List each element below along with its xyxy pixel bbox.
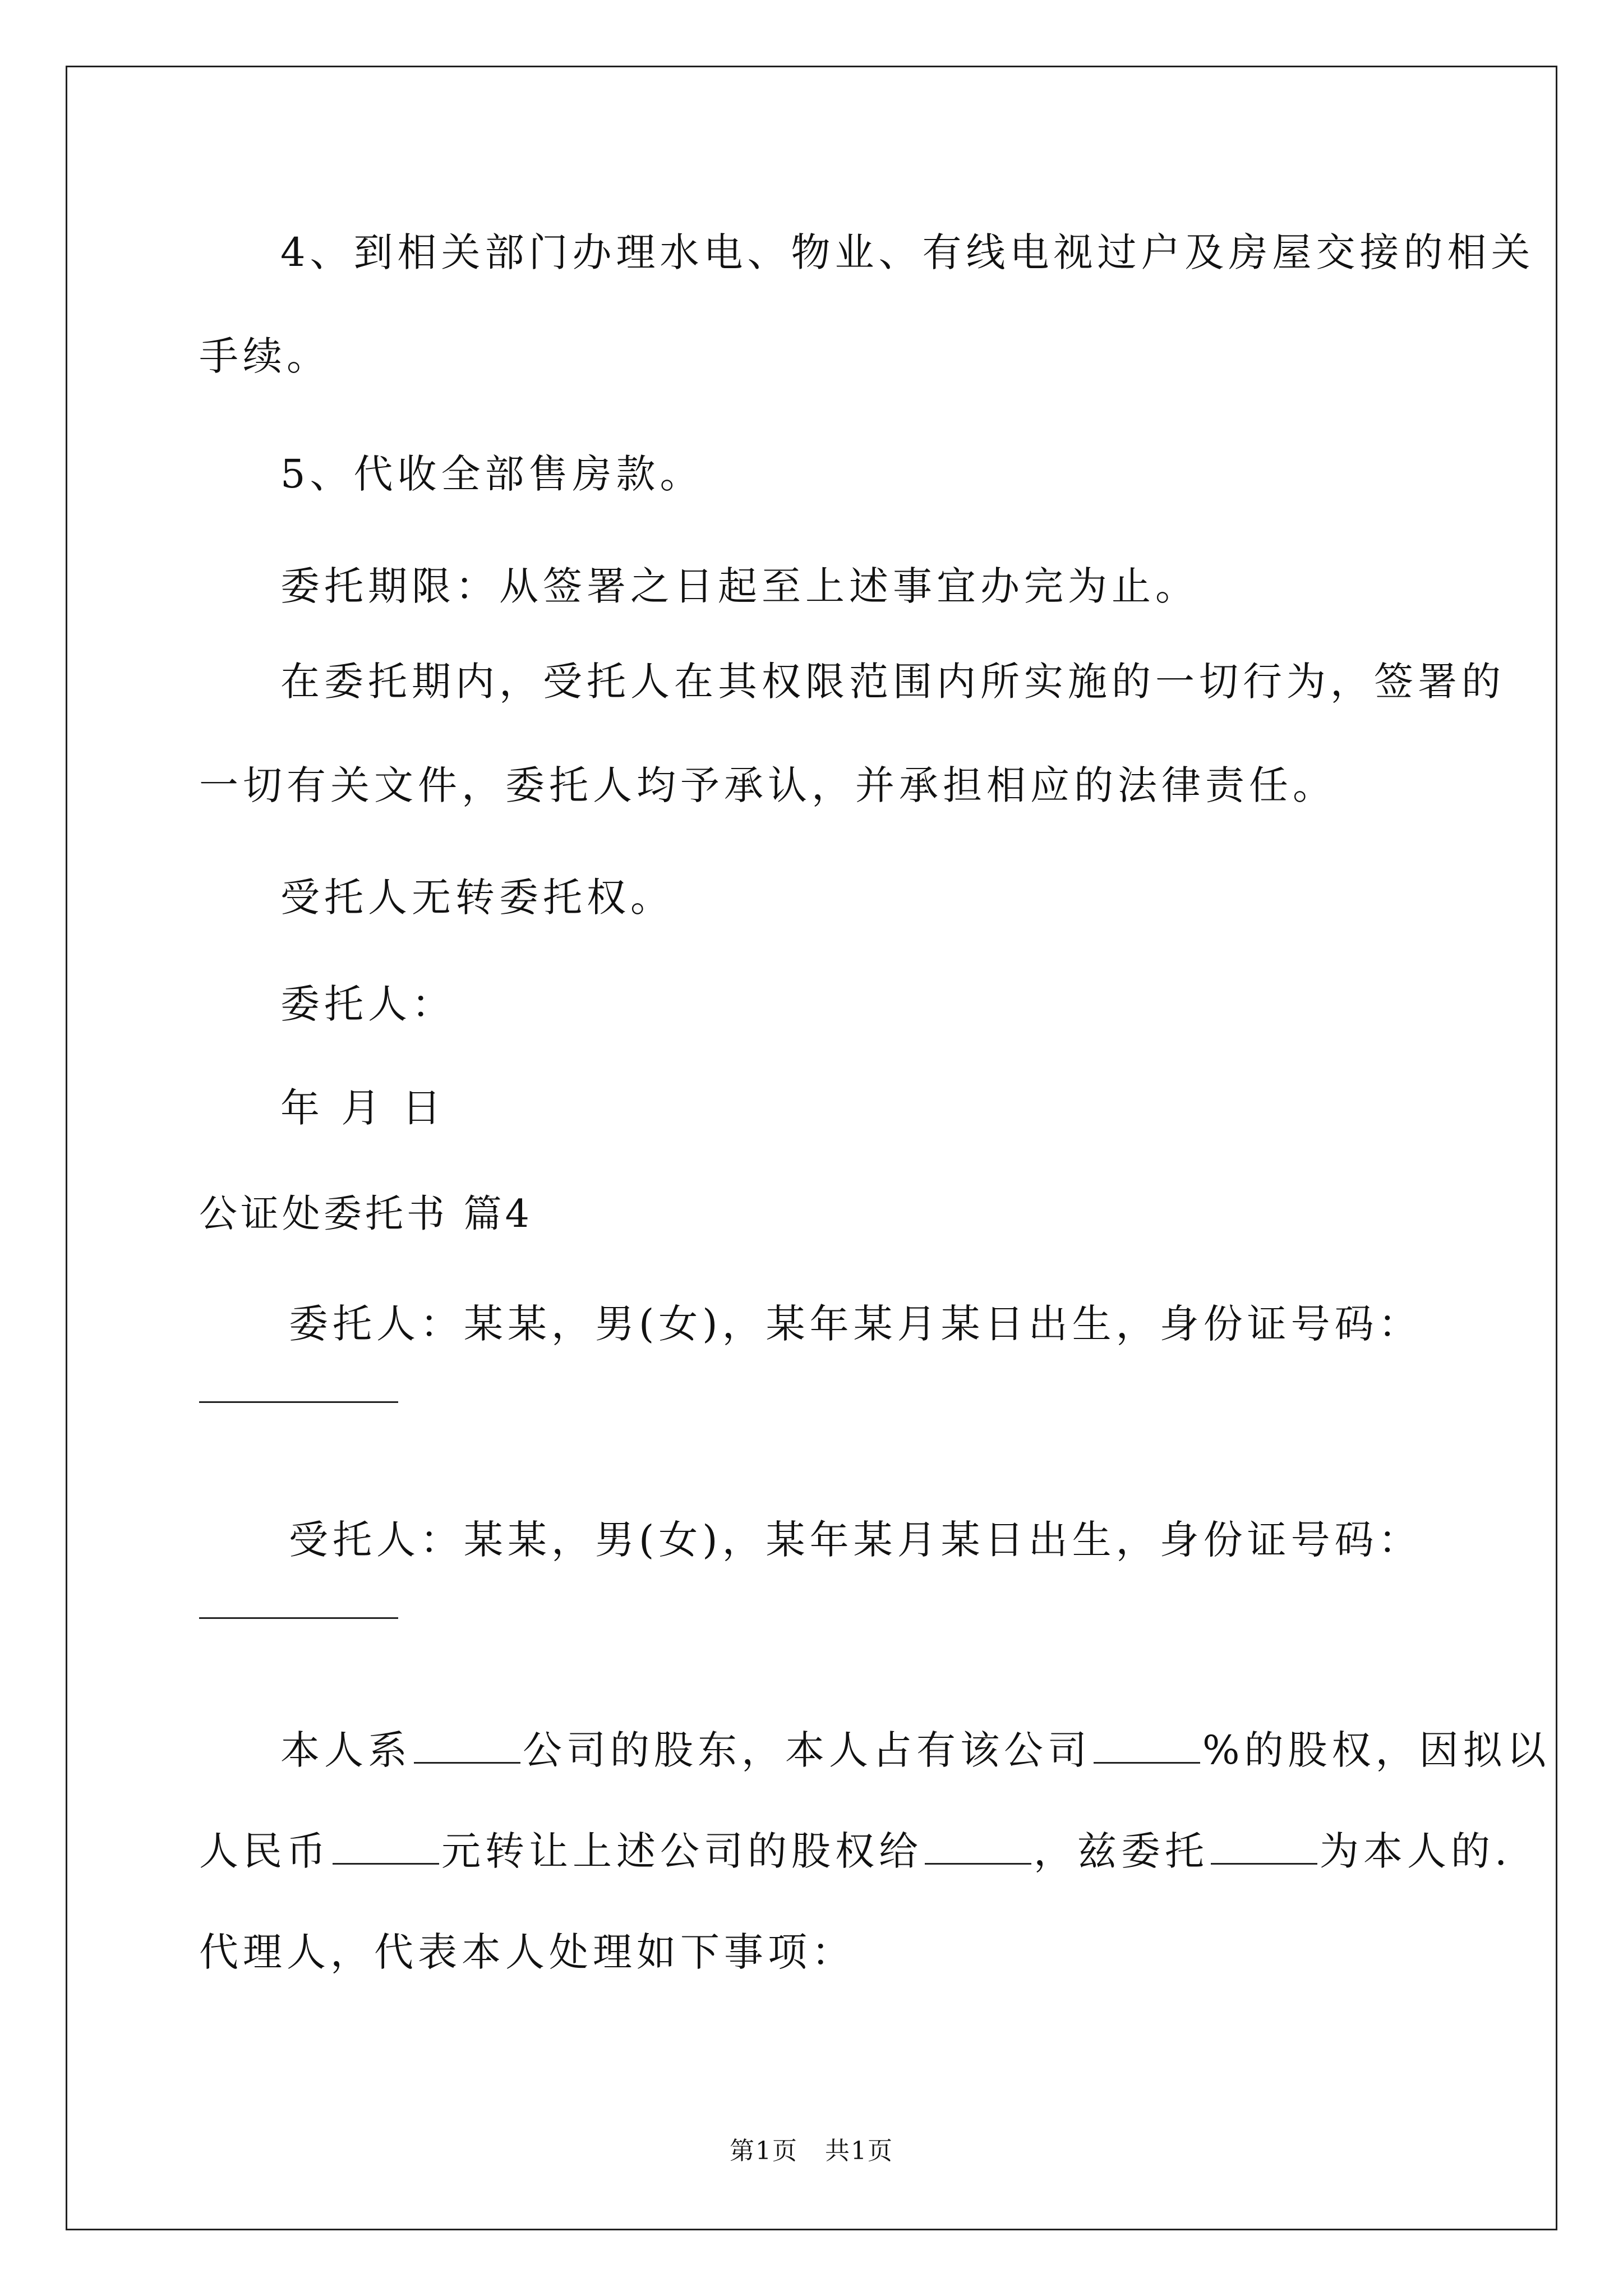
text-segment: 元转让上述公司的股权给 [441,1828,923,1874]
amount-blank [333,1832,439,1865]
transfer-para-line-3: 代理人，代表本人处理如下事项： [199,1929,855,1975]
page-footer [0,2134,1623,2168]
text-segment: ，兹委托 [1034,1828,1209,1874]
text-segment: 公司的股东，本人占有该公司 [523,1727,1091,1773]
share-percent-blank [1094,1731,1200,1764]
liability-line-2: 一切有关文件，委托人均予承认，并承担相应的法律责任。 [199,762,1336,808]
principal-id-blank [199,1401,398,1403]
principal-signature-label: 委托人： [280,981,455,1027]
text-segment: %的股权，因拟以 [1202,1727,1551,1773]
section-title: 公证处委托书 篇4 [199,1192,533,1236]
transferee-blank [925,1832,1031,1865]
item-4-line-1: 4、到相关部门办理水电、物业、有线电视过户及房屋交接的相关 [280,229,1535,275]
agent-info: 受托人：某某，男(女)，某年某月某日出生，身份证号码： [289,1517,1422,1563]
item-4-line-2: 手续。 [199,333,330,379]
liability-line-1: 在委托期内，受托人在其权限范围内所实施的一切行为，签署的 [280,659,1505,705]
date-label: 年 月 日 [280,1085,446,1131]
agent-id-blank [199,1617,398,1619]
page-total: 共1页 [825,2137,893,2165]
text-segment: 本人系 [280,1727,412,1773]
transfer-para-line-1 [280,1725,1551,1775]
term-clause: 委托期限：从签署之日起至上述事宜办完为止。 [280,563,1199,609]
text-segment: 人民币 [199,1828,330,1874]
company-name-blank [414,1731,520,1764]
item-5: 5、代收全部售房款。 [280,451,704,497]
principal-info: 委托人：某某，男(女)，某年某月某日出生，身份证号码： [289,1301,1422,1347]
no-sub-delegation: 受托人无转委托权。 [280,875,674,921]
agent-name-blank [1211,1832,1317,1865]
text-segment: 为本人的. [1320,1828,1512,1874]
transfer-para-line-2 [199,1826,1511,1876]
page-number: 第1页 [730,2137,798,2165]
